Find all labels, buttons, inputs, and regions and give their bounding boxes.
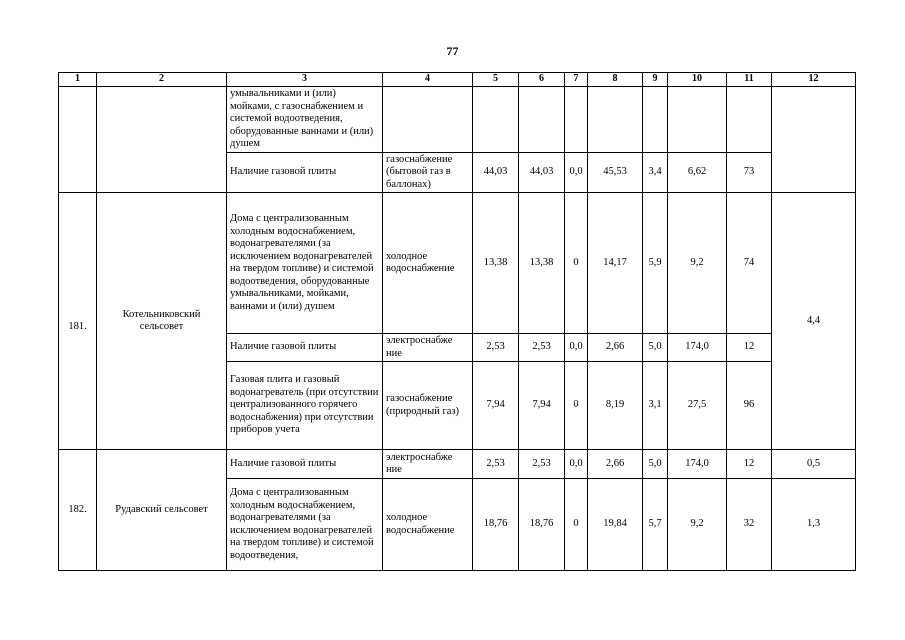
cell: [772, 87, 856, 193]
cell-value: 73: [727, 153, 772, 193]
tariff-table: [58, 72, 856, 571]
cell-value: 2,53: [519, 334, 565, 362]
cell-value: 0: [565, 479, 588, 571]
cell-utility: газоснабжение (природный газ): [383, 362, 473, 450]
cell-value: 14,17: [588, 193, 643, 334]
cell-value: 1,3: [772, 479, 856, 571]
row-number: 181.: [59, 193, 97, 450]
cell-value: 2,53: [473, 450, 519, 479]
cell-utility: электроснабже ние: [383, 450, 473, 479]
row-number: 182.: [59, 450, 97, 571]
column-header-row: [59, 73, 856, 87]
column-header: 11: [727, 73, 772, 87]
cell-value: 18,76: [519, 479, 565, 571]
cell-value: 5,0: [643, 334, 668, 362]
cell-value: 0,5: [772, 450, 856, 479]
column-header: 9: [643, 73, 668, 87]
column-header: 5: [473, 73, 519, 87]
cell: [97, 87, 227, 193]
cell-value: 5,7: [643, 479, 668, 571]
table-row: [59, 450, 856, 479]
cell-description: Наличие газовой плиты: [227, 153, 383, 193]
column-header: 6: [519, 73, 565, 87]
cell-description: Газовая плита и газовый водонагреватель (при отсутствии централизованного горячего водоснабжения) при отсутствии приборов учета: [227, 362, 383, 450]
cell-value: 6,62: [668, 153, 727, 193]
cell-value: 74: [727, 193, 772, 334]
cell-value: 9,2: [668, 193, 727, 334]
column-header: 1: [59, 73, 97, 87]
cell-value: 0,0: [565, 153, 588, 193]
cell-description: Наличие газовой плиты: [227, 334, 383, 362]
cell-value: 2,53: [519, 450, 565, 479]
cell-value: 13,38: [519, 193, 565, 334]
cell-value: 2,66: [588, 334, 643, 362]
cell-utility: газоснабжение (бытовой газ в баллонах): [383, 153, 473, 193]
cell-value: 45,53: [588, 153, 643, 193]
cell-description: умывальниками и (или) мойками, с газоснабжением и системой водоотведения, оборудованные ваннами и (или) душем: [227, 87, 383, 153]
settlement-name: Рудавский сельсовет: [97, 450, 227, 571]
cell-value: 19,84: [588, 479, 643, 571]
page-number: 77: [446, 44, 459, 58]
cell: [519, 87, 565, 153]
cell-value: 2,53: [473, 334, 519, 362]
settlement-name: Котельниковский сельсовет: [97, 193, 227, 450]
column-header: 8: [588, 73, 643, 87]
cell: [588, 87, 643, 153]
column-header: 4: [383, 73, 473, 87]
cell: [643, 87, 668, 153]
cell-value: 27,5: [668, 362, 727, 450]
column-header: 3: [227, 73, 383, 87]
cell-description: Наличие газовой плиты: [227, 450, 383, 479]
column-header: 12: [772, 73, 856, 87]
cell-value: 5,0: [643, 450, 668, 479]
cell-utility: холодное водоснабжение: [383, 193, 473, 334]
cell-value: 32: [727, 479, 772, 571]
cell-value: 9,2: [668, 479, 727, 571]
cell-value: 174,0: [668, 334, 727, 362]
cell-value: 0,0: [565, 450, 588, 479]
cell-description: Дома с централизованным холодным водоснабжением, водонагревателями (за исключением водонагревателей на твердом топливе) и системой водоотведения, оборудованные умывальниками, мойками, ваннами и (или) душем: [227, 193, 383, 334]
cell-value: 96: [727, 362, 772, 450]
cell-value: 12: [727, 334, 772, 362]
cell-value: 0: [565, 362, 588, 450]
cell: [473, 87, 519, 153]
column-header: 7: [565, 73, 588, 87]
cell-utility: холодное водоснабжение: [383, 479, 473, 571]
cell: [59, 87, 97, 193]
cell: [668, 87, 727, 153]
cell-description: Дома с централизованным холодным водоснабжением, водонагревателями (за исключением водонагревателей на твердом топливе) и системой водоотведения,: [227, 479, 383, 571]
cell-utility: электроснабже ние: [383, 334, 473, 362]
cell-value: 12: [727, 450, 772, 479]
cell: [383, 87, 473, 153]
cell-value: 3,1: [643, 362, 668, 450]
cell: [727, 87, 772, 153]
cell-value: 44,03: [519, 153, 565, 193]
cell-value: 13,38: [473, 193, 519, 334]
cell-value: 0,0: [565, 334, 588, 362]
cell-value: 8,19: [588, 362, 643, 450]
table-row: [59, 87, 856, 153]
cell-value: 7,94: [473, 362, 519, 450]
cell-value: 44,03: [473, 153, 519, 193]
column-header: 2: [97, 73, 227, 87]
cell-value: 2,66: [588, 450, 643, 479]
table-row: [59, 193, 856, 334]
cell-value: 18,76: [473, 479, 519, 571]
cell: [565, 87, 588, 153]
cell-value: 3,4: [643, 153, 668, 193]
cell-value: 174,0: [668, 450, 727, 479]
cell-value: 0: [565, 193, 588, 334]
cell-value: 5,9: [643, 193, 668, 334]
column-header: 10: [668, 73, 727, 87]
cell-value: 7,94: [519, 362, 565, 450]
cell-value: 4,4: [772, 193, 856, 450]
